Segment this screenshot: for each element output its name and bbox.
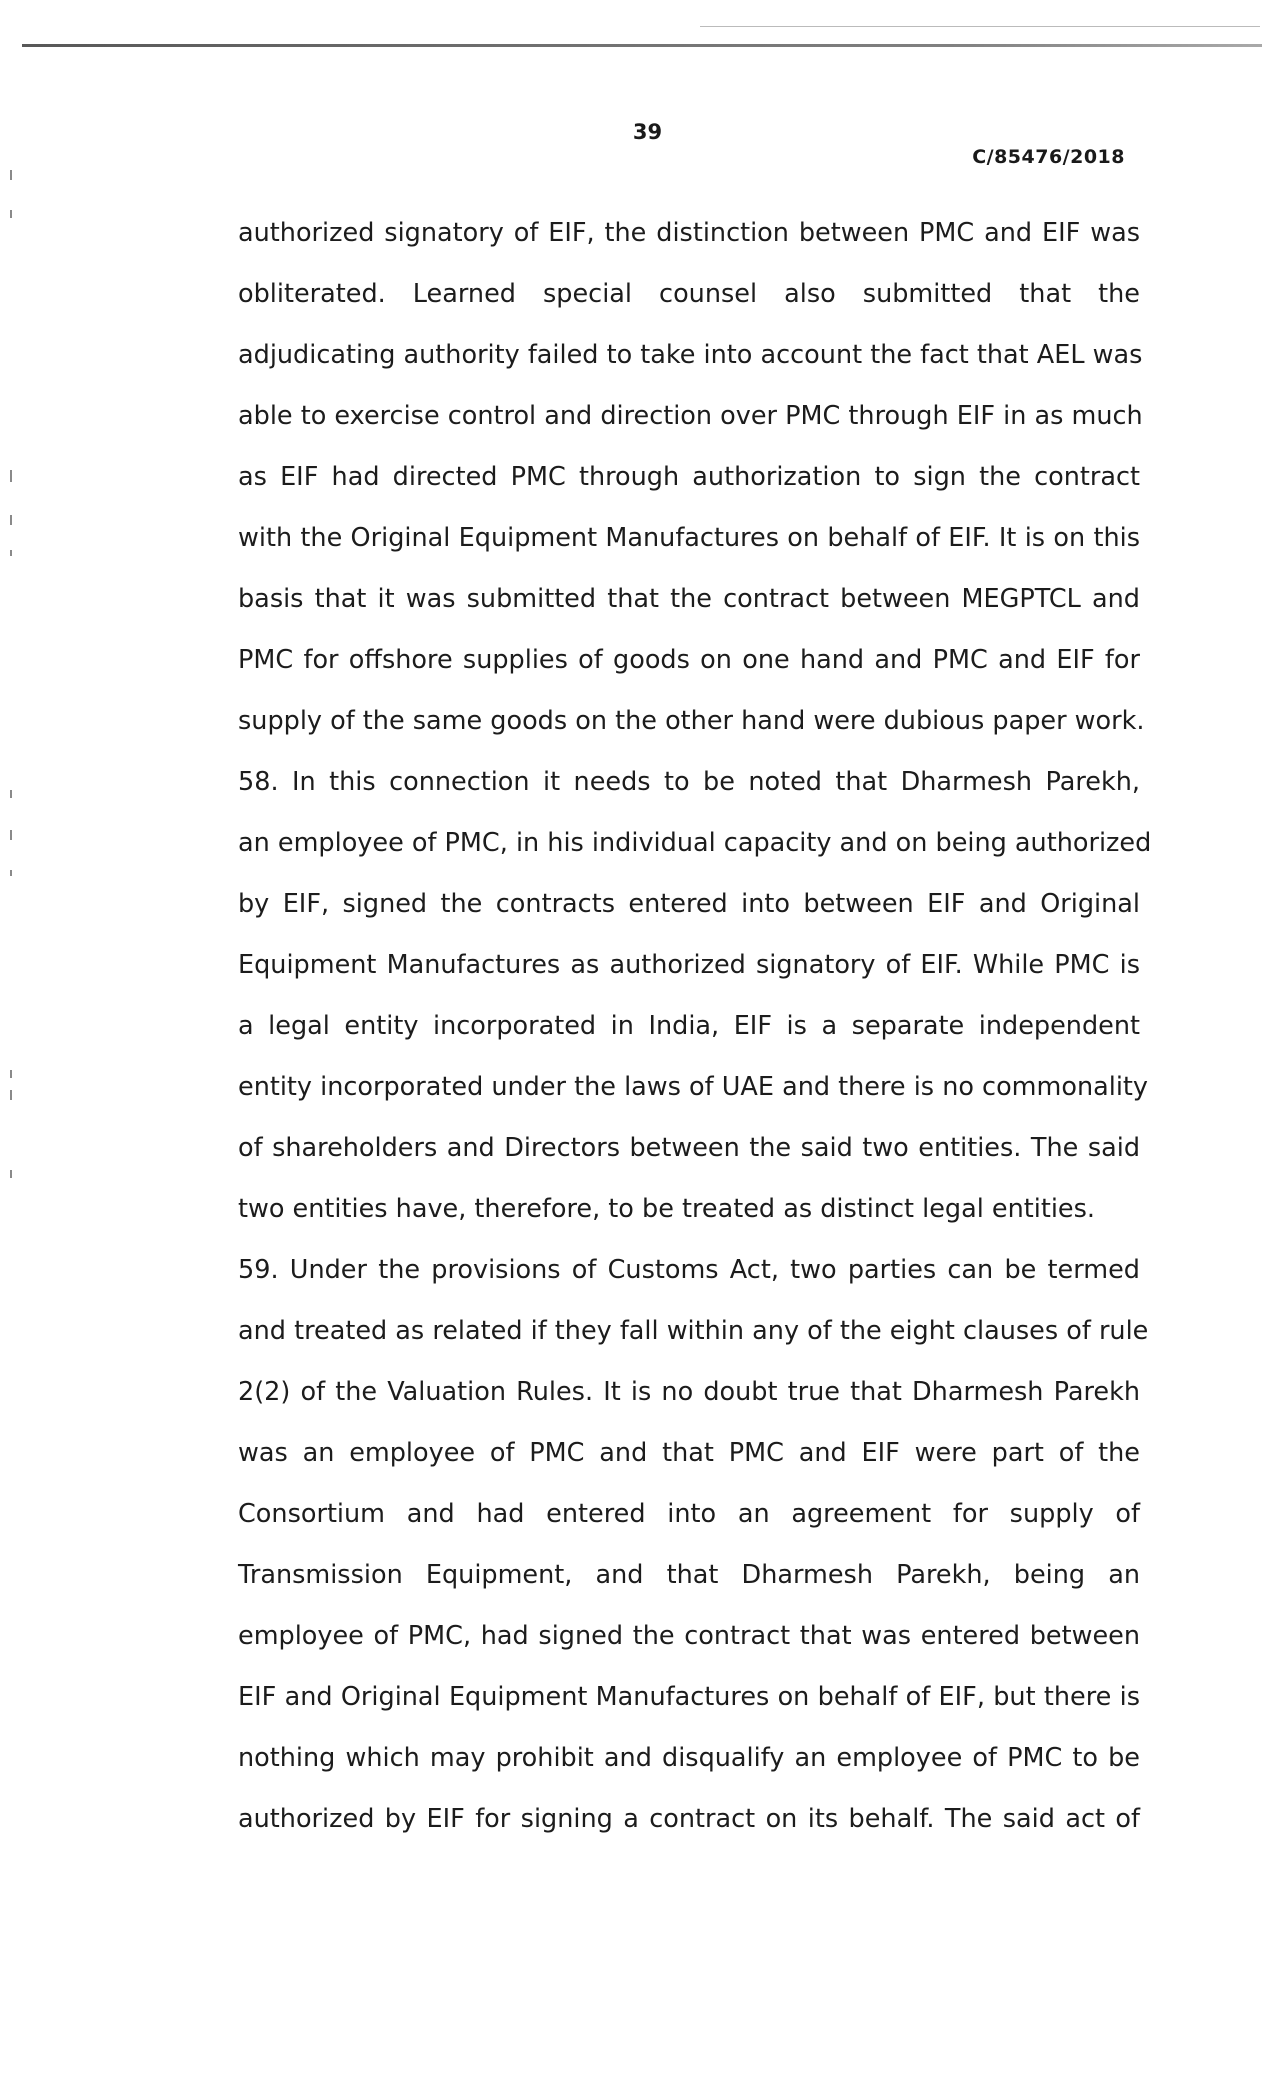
text-line: an employee of PMC, in his individual capacity and on being authorized: [238, 828, 1152, 858]
text-line: as EIF had directed PMC through authorization to sign the contract: [238, 462, 1140, 492]
text-line: entity incorporated under the laws of UAE and there is no commonality: [238, 1072, 1149, 1102]
document-body: [238, 208, 1152, 1855]
header-rule: [22, 44, 1262, 47]
text-line: of shareholders and Directors between the said two entities. The said: [238, 1133, 1140, 1163]
text-line: 2(2) of the Valuation Rules. It is no doubt true that Dharmesh Parekh: [238, 1377, 1140, 1407]
text-line: adjudicating authority failed to take into account the fact that AEL was: [238, 340, 1143, 370]
text-line: authorized signatory of EIF, the distinction between PMC and EIF was: [238, 218, 1140, 248]
text-line: a legal entity incorporated in India, EIF is a separate independent: [238, 1011, 1140, 1041]
text-line: by EIF, signed the contracts entered into between EIF and Original: [238, 889, 1140, 919]
text-line: nothing which may prohibit and disqualify an employee of PMC to be: [238, 1743, 1140, 1773]
text-line: basis that it was submitted that the contract between MEGPTCL and: [238, 584, 1140, 614]
scan-artifact-line: [700, 26, 1260, 27]
text-line: supply of the same goods on the other hand were dubious paper work.: [238, 706, 1145, 736]
text-line: and treated as related if they fall within any of the eight clauses of rule: [238, 1316, 1149, 1346]
text-line: Transmission Equipment, and that Dharmesh Parekh, being an: [238, 1560, 1140, 1590]
text-line: was an employee of PMC and that PMC and EIF were part of the: [238, 1438, 1140, 1468]
text-line: with the Original Equipment Manufactures on behalf of EIF. It is on this: [238, 523, 1140, 553]
text-line: PMC for offshore supplies of goods on one hand and PMC and EIF for: [238, 645, 1140, 675]
page-number: 39: [632, 120, 663, 144]
text-line: able to exercise control and direction over PMC through EIF in as much: [238, 401, 1143, 431]
text-line: Equipment Manufactures as authorized signatory of EIF. While PMC is: [238, 950, 1140, 980]
text-line: Consortium and had entered into an agreement for supply of: [238, 1499, 1140, 1529]
text-line: EIF and Original Equipment Manufactures on behalf of EIF, but there is: [238, 1682, 1140, 1712]
text-line: obliterated. Learned special counsel also submitted that the: [238, 279, 1140, 309]
scan-margin-specks: [10, 170, 30, 1270]
text-line: two entities have, therefore, to be treated as distinct legal entities.: [238, 1194, 1096, 1224]
text-line: employee of PMC, had signed the contract that was entered between: [238, 1621, 1140, 1651]
case-number: C/85476/2018: [972, 146, 1125, 168]
text-line: authorized by EIF for signing a contract on its behalf. The said act of: [238, 1804, 1140, 1834]
paragraph-59-start: 59. Under the provisions of Customs Act, two parties can be termed: [238, 1255, 1140, 1285]
paragraph-58-start: 58. In this connection it needs to be noted that Dharmesh Parekh,: [238, 767, 1140, 797]
